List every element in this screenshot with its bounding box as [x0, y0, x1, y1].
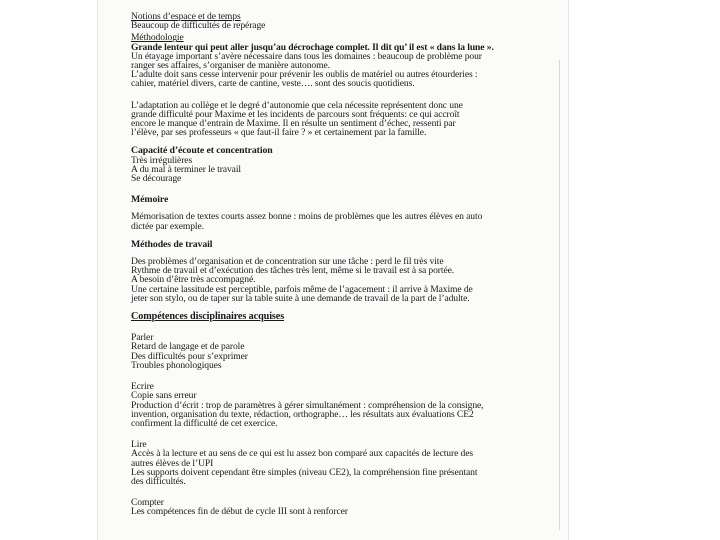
section-title-methodes: Méthodes de travail: [131, 238, 213, 250]
text-line: Troubles phonologiques: [131, 359, 222, 371]
text-line: jeter son stylo, ou de taper sur la table suite à une demande de travail de la part de l’adulte.: [131, 292, 470, 304]
text-line: grande difficulté pour Maxime et les incidents de parcours sont fréquents: ce qui accroît: [131, 108, 460, 120]
text-line: autres élèves de l’UPI: [131, 457, 214, 469]
text-line: L’adulte doit sans cesse intervenir pour prévenir les oublis de matériel ou autres étourderies :: [131, 69, 478, 81]
text-line: Des problèmes d’organisation et de concentration sur une tâche : perd le fil très vite: [131, 256, 444, 268]
section-title-ecoute: Capacité d’écoute et concentration: [131, 145, 273, 157]
text-line: dictée par exemple.: [131, 220, 204, 232]
text-line: Beaucoup de difficultés de repérage: [131, 20, 266, 32]
text-line: Mémorisation de textes courts assez bonne : moins de problèmes que les autres élèves en auto: [131, 211, 483, 223]
text-line: Se décourage: [131, 173, 182, 185]
section-title-espace-temps: Notions d’espace et de temps: [131, 11, 241, 22]
text-line: Les compétences fin de début de cycle III sont à renforcer: [131, 506, 348, 518]
text-line: Une certaine lassitude est perceptible, parfois même de l’agacement : il arrive à Maxime de: [131, 283, 473, 295]
text-line: Copie sans erreur: [131, 390, 197, 402]
section-title-competences: Compétences disciplinaires acquises: [131, 311, 285, 323]
text-line: Très irrégulières: [131, 154, 193, 166]
text-line: Accès à la lecture et au sens de ce qui est lu assez bon comparé aux capacités de lecture des: [131, 448, 474, 460]
text-line: invention, organisation du texte, rédaction, orthographe… les résultats aux évaluations CE2: [131, 408, 474, 420]
text-line: Grande lenteur qui peut aller jusqu’au décrochage complet. Il dit qu’ il est « dans la lune ».: [131, 41, 494, 53]
text-line: Un étayage important s’avère nécessaire dans tous les domaines : beaucoup de problème pour: [131, 50, 482, 62]
document-body: [131, 12, 571, 517]
text-line: L’adaptation au collège et le degré d’autonomie que cela nécessite représentent donc une: [131, 99, 463, 111]
text-line: A besoin d’être très accompagné.: [131, 274, 256, 286]
text-line: l’élève, par ses professeurs « que faut-il faire ? » et certainement par la famille.: [131, 127, 427, 139]
text-line: Des difficultés pour s’exprimer: [131, 350, 248, 362]
subsection-title-ecrire: Ecrire: [131, 381, 154, 393]
text-line: Les supports doivent cependant être simples (niveau CE2), la compréhension fine présentant: [131, 466, 478, 478]
section-title-methodologie: Méthodologie: [131, 32, 184, 44]
text-line: A du mal à terminer le travail: [131, 163, 241, 175]
text-line: Production d’écrit : trop de paramètres à gérer simultanément : compréhension de la consigne,: [131, 399, 484, 411]
text-line: des difficultés.: [131, 475, 186, 487]
section-title-memoire: Mémoire: [131, 194, 169, 206]
text-line: Rythme de travail et d’exécution des tâches très lent, même si le travail est à sa portée.: [131, 265, 455, 277]
text-line: cahier, matériel divers, carte de cantine, veste…. sont des soucis quotidiens.: [131, 78, 415, 90]
text-line: confirment la difficulté de cet exercice.: [131, 417, 278, 429]
subsection-title-lire: Lire: [131, 439, 147, 451]
text-line: ranger ses affaires, s’organiser de manière autonome.: [131, 60, 330, 72]
text-line: Retard de langage et de parole: [131, 341, 245, 353]
subsection-title-compter: Compter: [131, 497, 164, 509]
text-line: encore le manque d’entrain de Maxime. Il en résulte un sentiment d’échec, ressenti par: [131, 118, 456, 130]
subsection-title-parler: Parler: [131, 332, 154, 344]
